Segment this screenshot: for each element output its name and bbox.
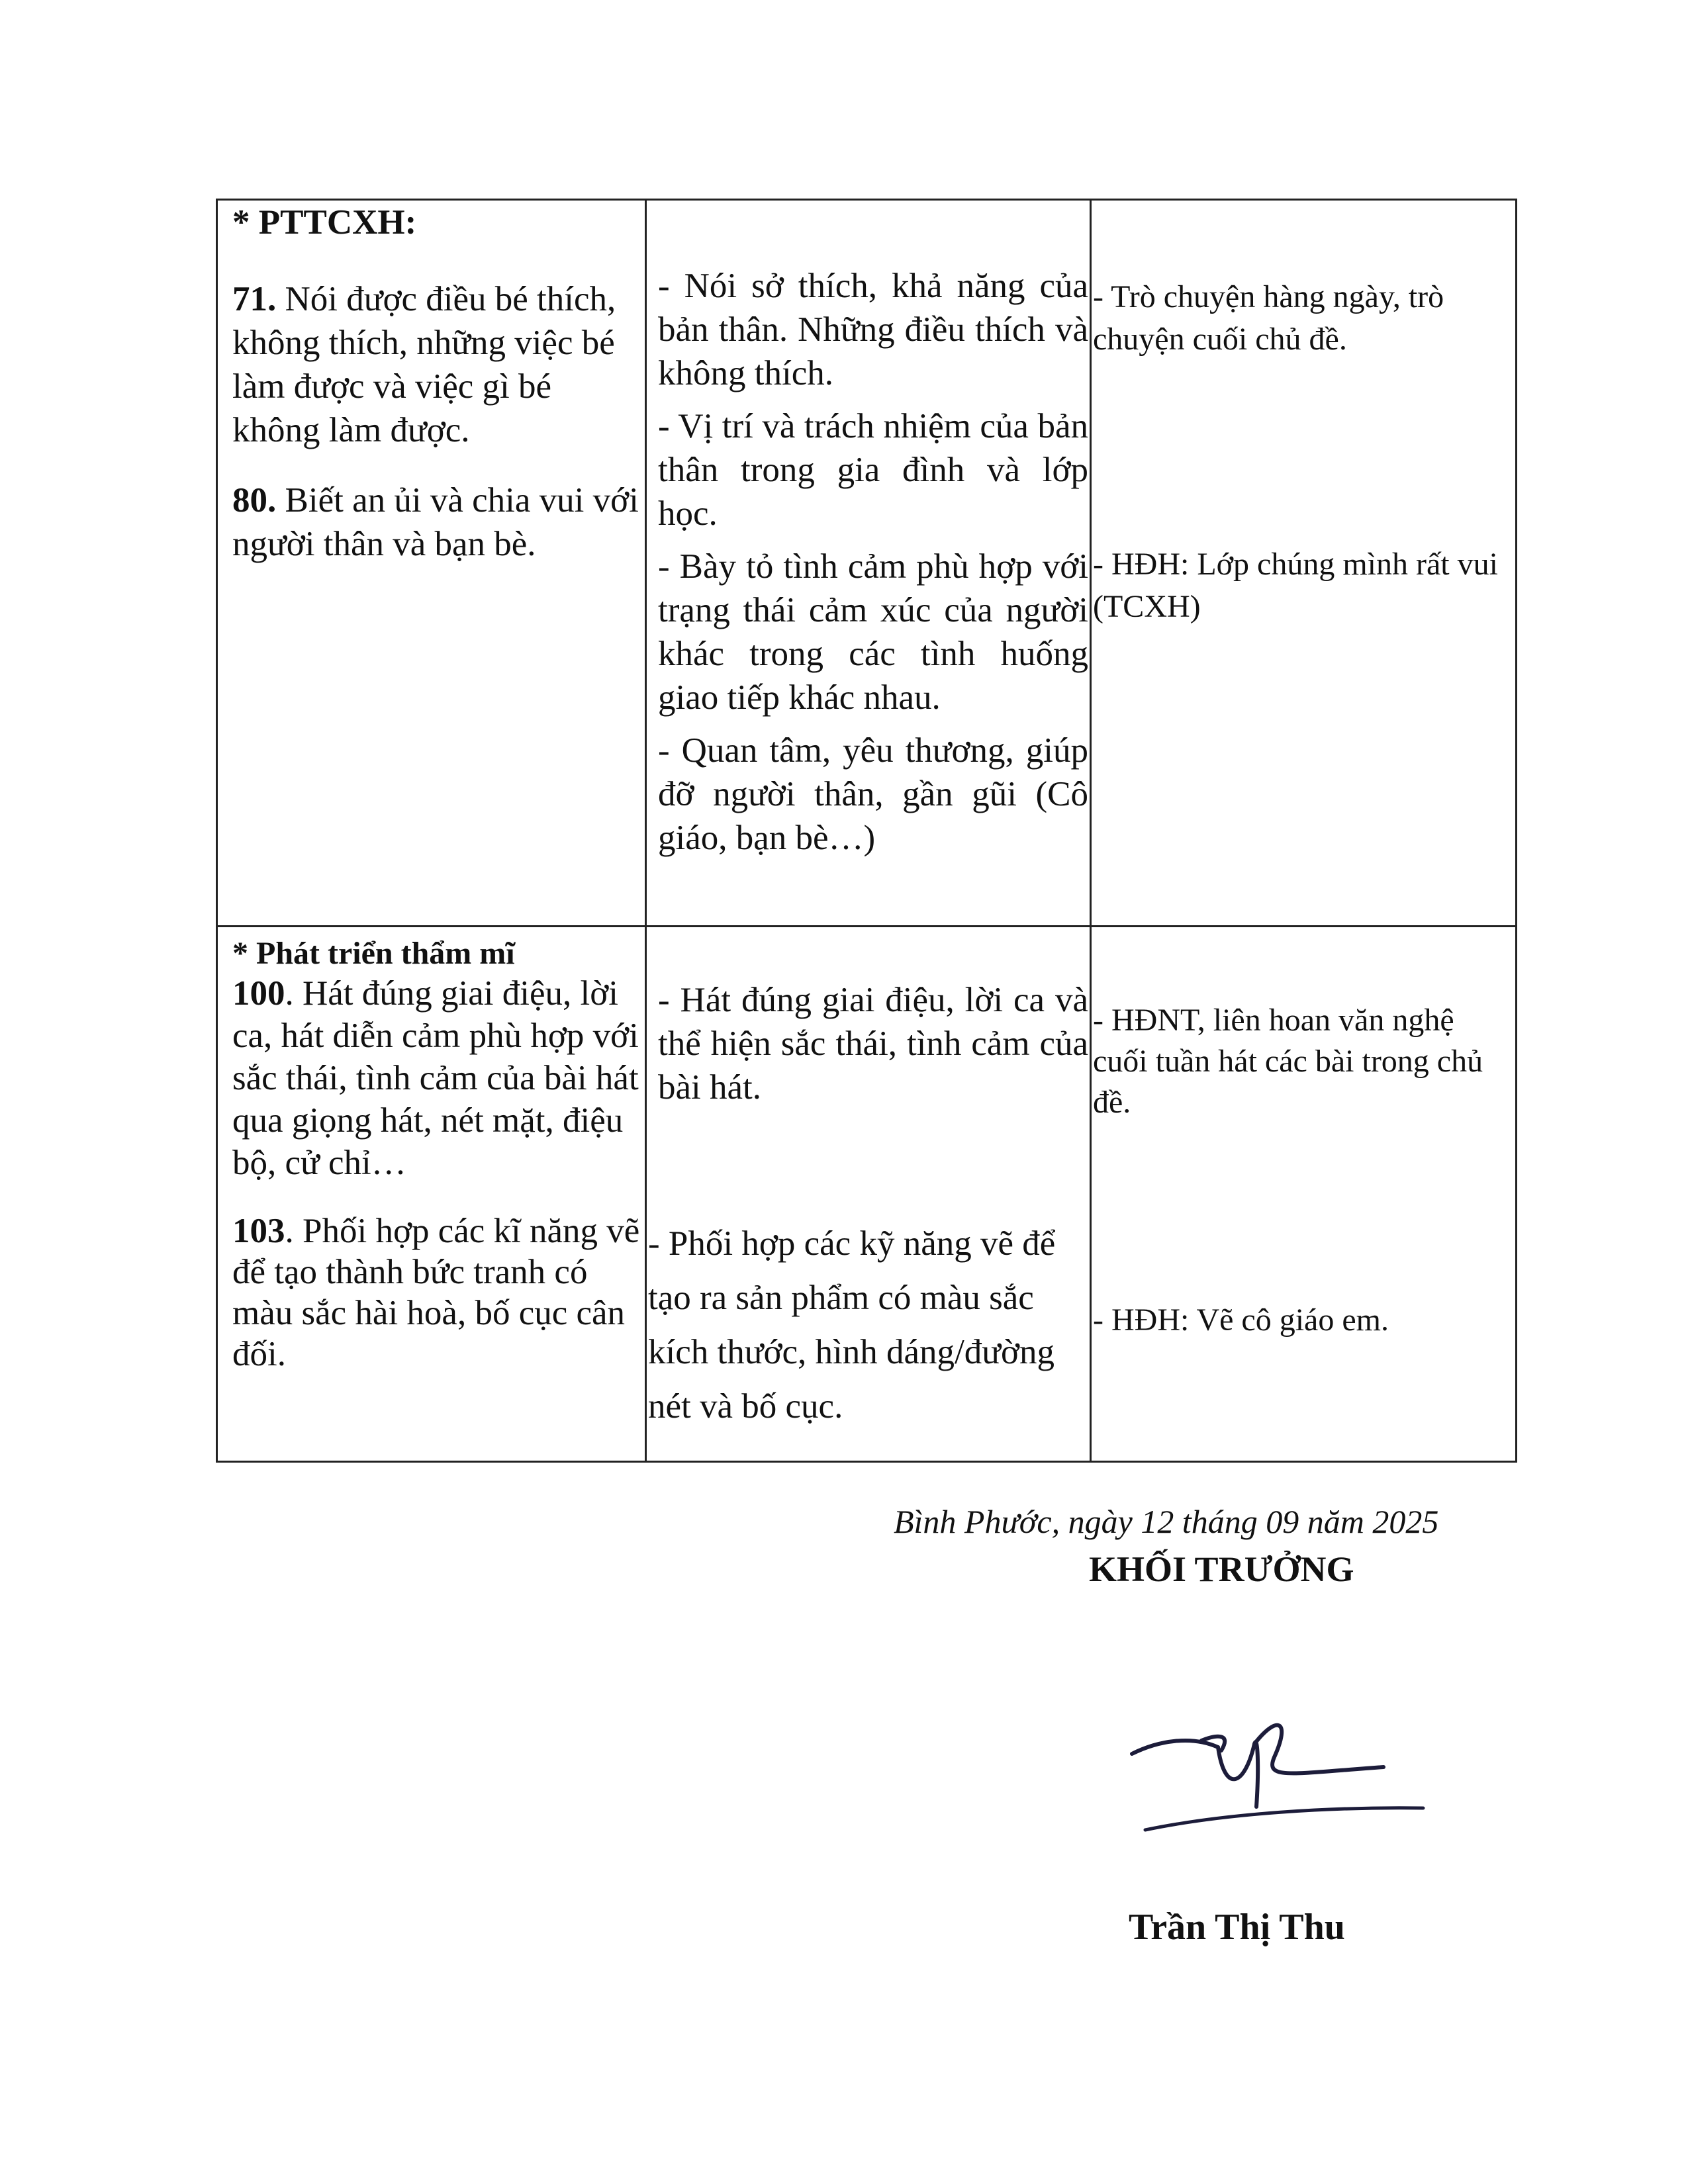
activity-item: - HĐH: Vẽ cô giáo em. <box>1093 1302 1389 1338</box>
section-1-goals <box>232 201 643 566</box>
goal-text: Biết an ủi và chia vui với người thân và bạn bè. <box>232 481 639 563</box>
goal-text: . Hát đúng giai điệu, lời ca, hát diễn cảm phù hợp với sắc thái, tình cảm của bài hát qua giọng hát, nét mặt, điệu bộ, cử chỉ… <box>232 974 639 1182</box>
content-item: - Nói sở thích, khả năng của bản thân. Những điều thích và không thích. <box>658 267 1088 392</box>
goal-number: 71. <box>232 280 277 318</box>
content-item: - Bày tỏ tình cảm phù hợp với trạng thái cảm xúc của người khác trong các tình huống giao tiếp khác nhau. <box>658 547 1088 717</box>
column-divider <box>645 201 647 1461</box>
section-1-contents <box>658 264 1088 860</box>
content-item: - Hát đúng giai điệu, lời ca và thể hiện sắc thái, tình cảm của bài hát. <box>658 981 1088 1107</box>
section-heading: * PTTCXH: <box>232 203 417 242</box>
signer-role: KHỐI TRƯỞNG <box>1089 1549 1354 1589</box>
activity-item: - Trò chuyện hàng ngày, trò chuyện cuối chủ đề. <box>1093 279 1444 357</box>
content-item: - Phối hợp các kỹ năng vẽ để tạo ra sản phẩm có màu sắc kích thước, hình dáng/đường nét và bố cục. <box>648 1224 1056 1426</box>
section-2-contents <box>648 1216 1092 1433</box>
goal-item <box>232 972 643 1184</box>
signature-image <box>1119 1694 1436 1846</box>
section-2-activities <box>1093 1000 1514 1123</box>
goal-item <box>232 478 643 566</box>
plan-table <box>216 199 1517 1463</box>
activity-item: - HĐH: Lớp chúng mình rất vui (TCXH) <box>1093 547 1498 624</box>
place-date: Bình Phước, ngày 12 tháng 09 năm 2025 <box>894 1503 1439 1540</box>
goal-number: 100 <box>232 974 285 1013</box>
goal-number: 80. <box>232 481 277 520</box>
goal-item <box>232 1210 643 1375</box>
goal-item <box>232 277 643 452</box>
goal-text: Nói được điều bé thích, không thích, những việc bé làm được và việc gì bé không làm được. <box>232 280 616 449</box>
section-heading: * Phát triển thẩm mĩ <box>232 936 515 971</box>
content-item: - Vị trí và trách nhiệm của bản thân trong gia đình và lớp học. <box>658 407 1088 533</box>
goal-text: . Phối hợp các kĩ năng vẽ để tạo thành bức tranh có màu sắc hài hoà, bố cục cân đối. <box>232 1212 640 1373</box>
activity-item: - HĐNT, liên hoan văn nghệ cuối tuần hát các bài trong chủ đề. <box>1093 1003 1483 1120</box>
row-divider <box>218 925 1515 927</box>
section-1-activities <box>1093 276 1514 361</box>
section-2-goals <box>232 935 643 1375</box>
signer-name: Trần Thị Thu <box>1129 1907 1345 1948</box>
section-1-activities <box>1093 543 1514 628</box>
section-2-contents <box>658 978 1088 1109</box>
goal-number: 103 <box>232 1212 285 1250</box>
section-2-activities <box>1093 1299 1514 1342</box>
content-item: - Quan tâm, yêu thương, giúp đỡ người thân, gần gũi (Cô giáo, bạn bè…) <box>658 731 1088 857</box>
